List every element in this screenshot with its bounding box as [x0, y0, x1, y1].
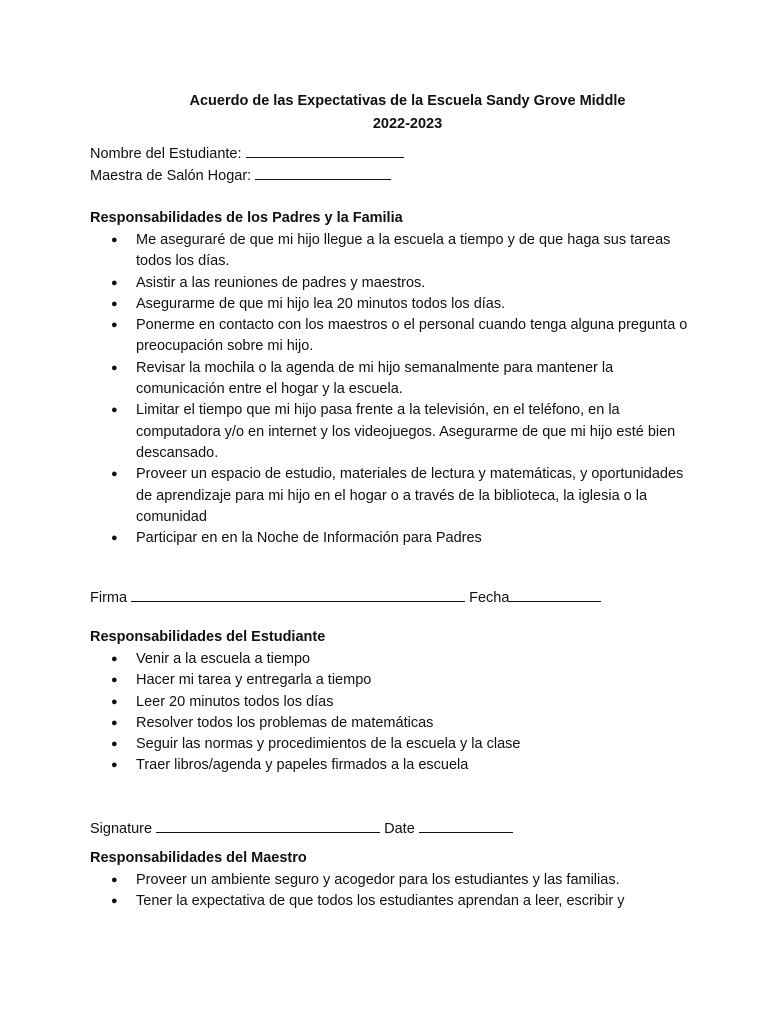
bullet-icon: ● — [111, 468, 118, 481]
bullet-icon: ● — [111, 361, 118, 374]
student-signature-blank[interactable] — [156, 818, 380, 833]
list-item: ● Participar en en la Noche de Información para Padres — [0, 528, 691, 549]
bullet-icon: ● — [111, 738, 118, 751]
bullet-icon: ● — [111, 895, 118, 908]
bullet-icon: ● — [111, 653, 118, 665]
parents-responsibilities-list — [0, 230, 691, 549]
list-item: ● Asistir a las reuniones de padres y maestros. — [0, 273, 691, 294]
student-name-field[interactable] — [90, 143, 404, 162]
parent-date-label: Fecha — [469, 590, 510, 606]
parent-date-blank[interactable] — [509, 587, 601, 602]
homeroom-teacher-label: Maestra de Salón Hogar: — [90, 168, 252, 184]
list-item: ● Seguir las normas y procedimientos de la escuela y la clase — [0, 734, 691, 755]
list-item: ● Proveer un espacio de estudio, materiales de lectura y matemáticas, y oportunidades de aprendizaje para mi hijo en el hogar o a través de la biblioteca, la iglesia o la comunidad — [111, 466, 684, 525]
list-item: ● Venir a la escuela a tiempo — [0, 649, 691, 670]
list-item: ● Ponerme en contacto con los maestros o el personal cuando tenga alguna pregunta o preocupación sobre mi hijo. — [111, 317, 688, 355]
student-section-heading: Responsabilidades del Estudiante — [90, 629, 326, 645]
parent-signature-row — [90, 587, 601, 606]
bullet-icon: ● — [111, 532, 118, 545]
student-responsibilities-list — [0, 649, 691, 777]
bullet-icon: ● — [111, 874, 118, 886]
teacher-section-heading: Responsabilidades del Maestro — [90, 850, 307, 866]
bullet-icon: ● — [111, 319, 118, 332]
parent-signature-label: Firma — [90, 590, 128, 606]
list-item: ● Tener la expectativa de que todos los estudiantes aprendan a leer, escribir y — [0, 891, 691, 912]
list-item: ● Asegurarme de que mi hijo lea 20 minutos todos los días. — [0, 294, 691, 315]
bullet-icon: ● — [111, 234, 118, 246]
student-date-blank[interactable] — [419, 818, 513, 833]
homeroom-teacher-field[interactable] — [90, 165, 391, 184]
student-signature-label: Signature — [90, 821, 153, 837]
bullet-icon: ● — [111, 276, 118, 289]
list-item: ● Resolver todos los problemas de matemáticas — [0, 713, 691, 734]
list-item: ● Leer 20 minutos todos los días — [0, 692, 691, 713]
student-date-label: Date — [384, 821, 415, 837]
list-item: ● Traer libros/agenda y papeles firmados a la escuela — [0, 755, 691, 776]
homeroom-teacher-blank[interactable] — [255, 165, 391, 180]
bullet-icon: ● — [111, 716, 118, 729]
bullet-icon: ● — [111, 674, 118, 687]
document-title: Acuerdo de las Expectativas de la Escuela Sandy Grove Middle — [189, 93, 626, 109]
bullet-icon: ● — [111, 759, 118, 772]
student-name-label: Nombre del Estudiante: — [90, 146, 242, 162]
list-item: ● Proveer un ambiente seguro y acogedor para los estudiantes y las familias. — [0, 870, 691, 891]
student-signature-row — [90, 818, 513, 837]
bullet-icon: ● — [111, 695, 118, 708]
list-item: ● Limitar el tiempo que mi hijo pasa frente a la televisión, en el teléfono, en la computadora y/o en internet y los videojuegos. Asegurarme de que mi hijo esté bien descansado. — [111, 402, 676, 461]
list-item: ● Me aseguraré de que mi hijo llegue a la escuela a tiempo y de que haga sus tareas todos los días. — [111, 232, 671, 270]
parents-section-heading: Responsabilidades de los Padres y la Familia — [90, 210, 403, 226]
student-name-blank[interactable] — [246, 143, 404, 158]
list-item: ● Hacer mi tarea y entregarla a tiempo — [0, 670, 691, 691]
teacher-responsibilities-list — [0, 870, 691, 913]
bullet-icon: ● — [111, 404, 118, 417]
list-item: ● Revisar la mochila o la agenda de mi hijo semanalmente para mantener la comunicación entre el hogar y la escuela. — [111, 359, 614, 398]
school-year: 2022-2023 — [372, 116, 443, 132]
parent-signature-blank[interactable] — [131, 587, 465, 602]
bullet-icon: ● — [111, 297, 118, 310]
